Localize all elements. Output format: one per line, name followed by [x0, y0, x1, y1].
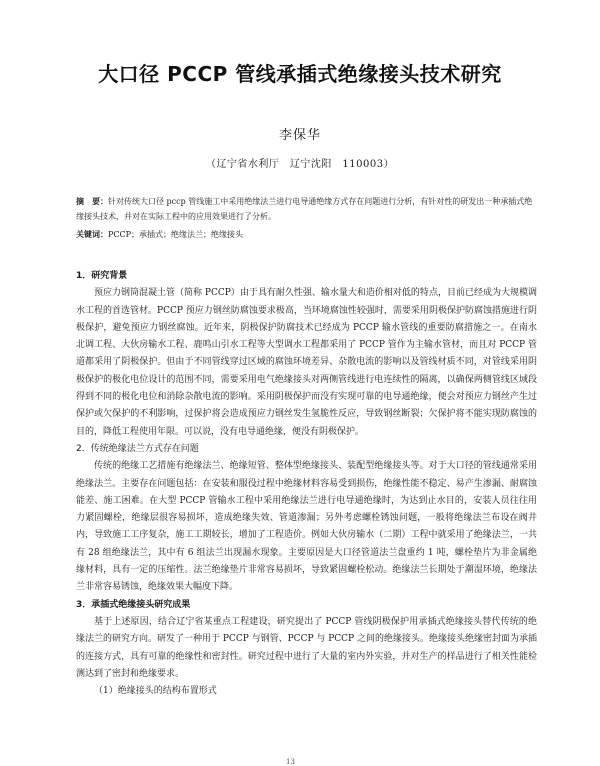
section-paragraph: 预应力钢筒混凝土管（简称 PCCP）由于具有耐久性强、输水量大和造价相对低的特点，目前已经成为大规模调水工程的首选管材。PCCP 预应力钢丝防腐蚀要求极高，当环境腐蚀性较强时，需要采用阴极保护防腐蚀措施进行阴极保护，避免预应力钢丝腐蚀。近年来，阴极保护防腐技术已经成为 PCCP 输水管线的重要防腐措施之一。在南水北调工程、大伙房输水工程、鹿鸣山引水工程等大型调水工程都采用了 PCCP 管作为主输水管材，而且对 PCCP 管道都采用了阴极保护。但由于不同管线穿过区域的腐蚀环境差异、杂散电流的影响以及管线材质不同，对管线采用阴极保护的极化电位设计的范围不同，需要采用电气绝缘接头对两侧管线进行电连续性的隔离，以确保两侧管线区域段得到不同的极化电位和消除杂散电流的影响。采用阴极保护而没有实现可靠的电导通绝缘，便会对预应力钢丝产生过保护或欠保护的不利影响，过保护将会造成预应力钢丝发生氢脆性反应，导致钢丝断裂；欠保护将不能实现防腐蚀的目的，降低工程使用年限。可以说，没有电导通绝缘，便没有阴极保护。: [76, 288, 537, 437]
abstract-label: 摘 要：: [76, 197, 108, 206]
page-number: 13: [286, 758, 295, 766]
section-paragraph: 传统的绝缘工艺措施有绝缘法兰、绝缘短管、整体型绝缘接头、装配型绝缘接头等。对于大口径的管线通常采用绝缘法兰。主要存在问题包括：在安装和服役过程中绝缘材料容易受到损伤，绝缘性能不稳定、易产生渗漏、耐腐蚀能差、施工困难。在大型 PCCP 管输水工程中采用绝缘法兰进行电导通绝缘时，为达到止水目的，安装人员往往用力紧固螺栓，绝缘层很容易损坏，造成绝缘失效、管道渗漏；另外考虑螺栓锈蚀问题，一般将绝缘法兰布设在阀井内，导致施工工序复杂，施工工期较长，增加了工程造价。例如大伙房输水（二期）工程中就采用了绝缘法兰，一共有 28 组绝缘法兰，其中有 6 组法兰出现漏水现象。主要原因是大口径管道法兰盘重约 1 吨，螺栓垫片为非金属绝缘材料，具有一定的压缩性。法兰绝缘垫片非常容易损坏，导致紧固螺栓松动。绝缘法兰长期处于潮湿环境，绝缘法兰非常容易锈蚀，绝缘效果大幅度下降。: [76, 461, 537, 593]
author-name: 李保华: [278, 128, 321, 143]
subsection-heading: （1）绝缘接头的结构布置形式: [94, 686, 217, 697]
body-text: [76, 268, 537, 700]
abstract-text: 针对传统大口径 pccp 管线施工中采用绝缘法兰进行电导通绝缘方式存在问题进行分析，有针对性的研发出一种承插式绝缘接头技术，并对在实际工程中的应用效果进行了分析。: [76, 197, 533, 221]
section-paragraph: 基于上述原因，结合辽宁省某重点工程建设，研究提出了 PCCP 管线阴极保护用承插式绝缘接头替代传统的绝缘法兰的研究方向。研发了一种用于 PCCP 与钢管、PCCP 与 PCCP 之间的绝缘接头。绝缘接头绝缘密封面为承插的连接方式，具有可靠的绝缘性和密封性。研究过程中进行了大量的室内外实验，并对生产的样品进行了相关性能检测达到了密封和绝缘要求。: [76, 616, 537, 679]
paper-title: 大口径 PCCP 管线承插式绝缘接头技术研究: [98, 62, 502, 86]
section-heading: 3．承插式绝缘接头研究成果: [76, 599, 191, 610]
section-heading: 2．传统绝缘法兰方式存在问题: [76, 443, 199, 454]
keywords-text: PCCP；承插式；绝缘法兰；绝缘接头: [108, 230, 244, 239]
affiliation: （辽宁省水利厅 辽宁沈阳 110003）: [205, 159, 395, 170]
keywords: [76, 228, 536, 242]
keywords-label: 关键词：: [76, 230, 108, 239]
section-heading: 1．研究背景: [76, 271, 128, 281]
abstract: [76, 194, 536, 224]
